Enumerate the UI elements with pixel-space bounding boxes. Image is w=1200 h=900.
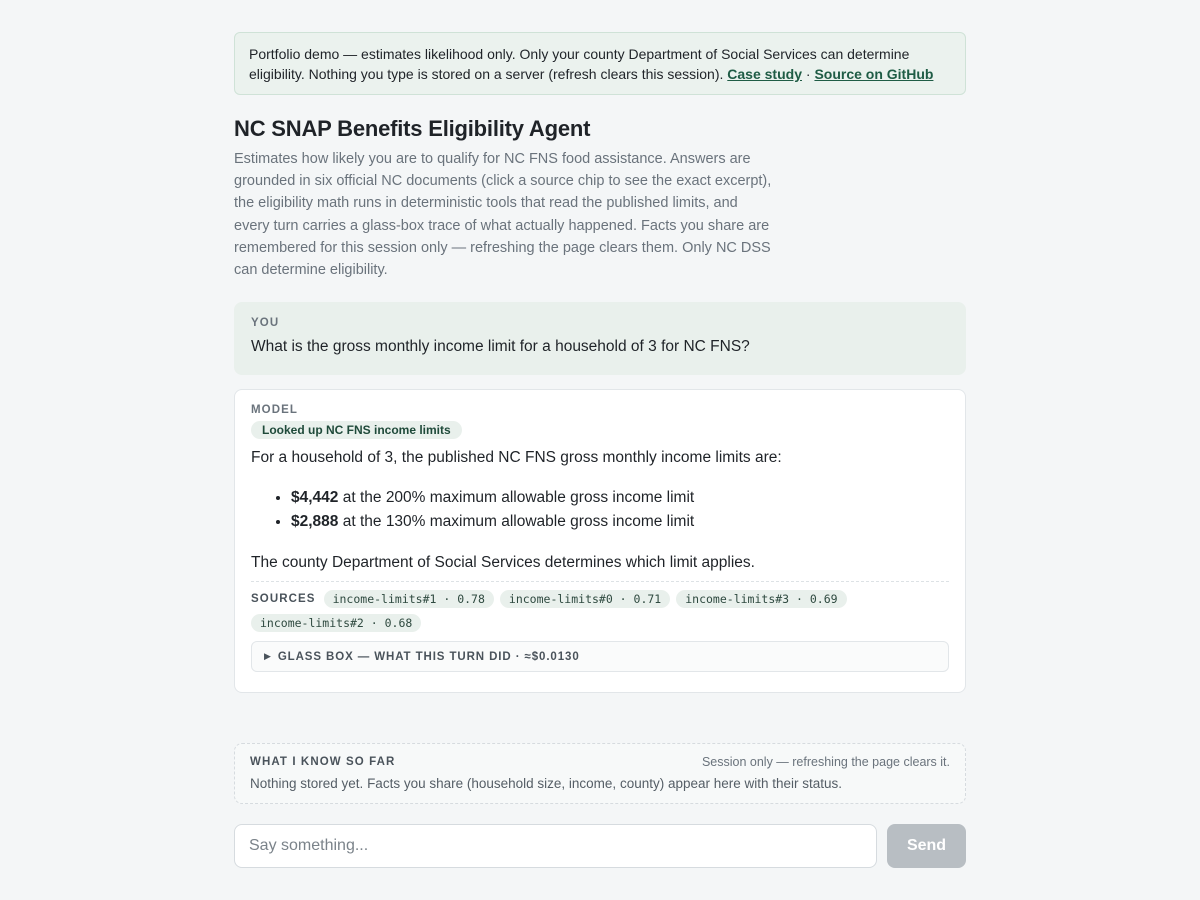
github-link[interactable]: Source on GitHub — [814, 66, 934, 82]
source-chip[interactable]: income-limits#0 · 0.71 — [500, 590, 670, 608]
limit-amount: $2,888 — [291, 513, 339, 530]
page-intro: Estimates how likely you are to qualify for NC FNS food assistance. Answers are grounded in six official NC documents (click a source chip to see the exact excerpt), the eligibility math runs in deterministic tools that read the published limits, and every turn carries a glass-box trace of what actually happened. Facts you share are remembered for this session only — refreshing the page clears them. Only NC DSS can determine eligibility. — [234, 151, 772, 279]
limit-description: at the 200% maximum allowable gross income limit — [338, 489, 695, 506]
answer-list — [291, 486, 949, 534]
memory-note: Session only — refreshing the page clears it. — [701, 755, 950, 769]
banner-separator: · — [805, 66, 811, 82]
user-role-label: YOU — [251, 317, 280, 329]
model-message — [234, 389, 966, 693]
chat-input[interactable] — [234, 824, 877, 868]
limit-amount: $4,442 — [291, 489, 339, 506]
tool-call-chip: Looked up NC FNS income limits — [251, 421, 462, 439]
memory-panel — [234, 743, 966, 804]
sources-label: SOURCES — [251, 593, 316, 605]
answer-list-item — [291, 486, 949, 510]
case-study-link[interactable]: Case study — [727, 66, 802, 82]
glass-box-label: GLASS BOX — WHAT THIS TURN DID · ≈$0.0130 — [277, 650, 580, 663]
triangle-right-icon: ▶ — [264, 651, 272, 661]
send-button[interactable]: Send — [887, 824, 966, 868]
page-title: NC SNAP Benefits Eligibility Agent — [234, 116, 591, 141]
memory-title: WHAT I KNOW SO FAR — [250, 756, 396, 768]
model-role-label: MODEL — [251, 404, 299, 416]
answer-list-item — [291, 510, 949, 534]
glass-box-toggle[interactable] — [251, 641, 949, 672]
memory-body: Nothing stored yet. Facts you share (household size, income, county) appear here with their status. — [250, 776, 843, 791]
source-chip[interactable]: income-limits#2 · 0.68 — [251, 614, 421, 632]
user-message — [234, 302, 966, 375]
memory-header — [250, 755, 950, 769]
banner-text: Portfolio demo — estimates likelihood only. Only your county Department of Social Services can determine eligibility. Nothing you type is stored on a server (refresh clears this session). — [249, 46, 910, 82]
answer-intro: For a household of 3, the published NC FNS gross monthly income limits are: — [251, 449, 782, 466]
model-answer — [251, 446, 949, 575]
user-message-text: What is the gross monthly income limit for a household of 3 for NC FNS? — [251, 338, 750, 355]
answer-closing: The county Department of Social Services determines which limit applies. — [251, 554, 755, 571]
source-chip[interactable]: income-limits#3 · 0.69 — [676, 590, 846, 608]
sources-row — [251, 581, 949, 632]
limit-description: at the 130% maximum allowable gross income limit — [338, 513, 695, 530]
source-chip[interactable]: income-limits#1 · 0.78 — [324, 590, 494, 608]
composer — [234, 824, 966, 868]
disclaimer-banner — [234, 32, 966, 95]
